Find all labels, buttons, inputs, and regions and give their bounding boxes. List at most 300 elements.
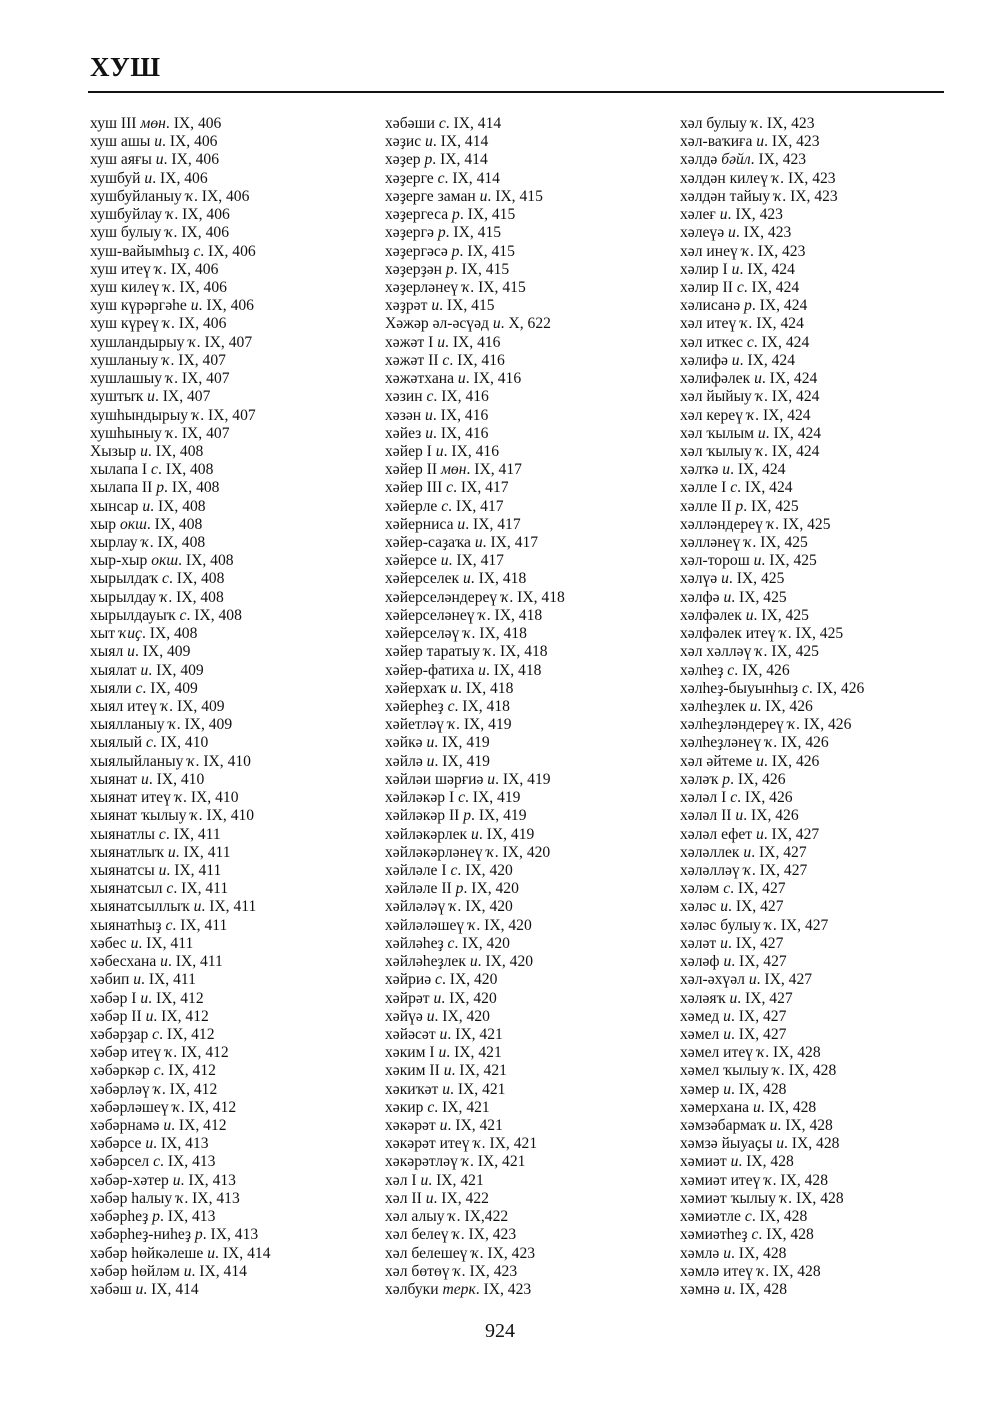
entry-reference: . IX, 422 bbox=[433, 1189, 489, 1207]
entry-headword: хәлле II bbox=[680, 497, 736, 515]
entry-part-of-speech: ҡ bbox=[172, 1098, 181, 1116]
entry-reference: . IX, 419 bbox=[478, 825, 535, 843]
running-header-word: ХУШ bbox=[90, 52, 161, 82]
entry-reference: . IX, 423 bbox=[461, 1262, 518, 1280]
dictionary-entry bbox=[385, 880, 565, 898]
entry-headword: хәҙерҙән bbox=[385, 260, 446, 278]
entry-part-of-speech: и bbox=[756, 133, 765, 151]
entry-reference: . IX, 406 bbox=[193, 187, 250, 205]
entry-headword: хәлҡә bbox=[680, 461, 723, 479]
dictionary-entry bbox=[385, 570, 565, 588]
dictionary-entry bbox=[385, 625, 565, 643]
entry-headword: хәләс булыу bbox=[680, 916, 765, 934]
dictionary-entry bbox=[680, 953, 864, 971]
entry-part-of-speech: с bbox=[179, 606, 187, 624]
entry-part-of-speech: и bbox=[140, 661, 149, 679]
dictionary-entry bbox=[385, 1008, 565, 1026]
dictionary-entry bbox=[90, 880, 271, 898]
entry-headword: хәбәр һалыу bbox=[90, 1189, 177, 1207]
dictionary-entry bbox=[90, 1099, 271, 1117]
entry-part-of-speech: р bbox=[194, 1226, 203, 1244]
entry-part-of-speech: и bbox=[735, 807, 744, 825]
entry-reference: . IX, 419 bbox=[471, 807, 527, 825]
entry-headword: хушландырыу bbox=[90, 333, 189, 351]
dictionary-entry bbox=[385, 698, 565, 716]
entry-headword: хәйерселәү bbox=[385, 625, 464, 643]
entry-part-of-speech: и bbox=[133, 971, 142, 989]
entry-headword: хәләяҡ bbox=[680, 989, 730, 1007]
entry-reference: . IX, 410 bbox=[198, 807, 255, 825]
dictionary-entry bbox=[385, 1062, 565, 1080]
entry-headword: хәмлә итеү bbox=[680, 1262, 757, 1280]
dictionary-entry bbox=[90, 953, 271, 971]
entry-headword: хәҙис bbox=[385, 133, 426, 151]
entry-reference: . IX, 426 bbox=[757, 698, 813, 715]
entry-reference: . IX, 424 bbox=[737, 479, 793, 497]
entry-part-of-speech: и bbox=[756, 752, 764, 770]
entry-headword: хәйез bbox=[385, 424, 426, 442]
entry-part-of-speech: с bbox=[427, 1098, 435, 1116]
dictionary-entry bbox=[90, 206, 271, 224]
entry-reference: . IX, 427 bbox=[730, 1025, 787, 1043]
entry-headword: хәлфәлек итеү bbox=[680, 625, 780, 643]
dictionary-entry bbox=[680, 844, 864, 862]
entry-part-of-speech: с bbox=[450, 861, 458, 879]
dictionary-entry bbox=[680, 370, 864, 388]
entry-headword: хәйләләү bbox=[385, 898, 450, 916]
entry-part-of-speech: и bbox=[425, 1189, 434, 1207]
entry-headword: хыял итеү bbox=[90, 698, 161, 715]
entry-reference: . IX, 415 bbox=[439, 297, 495, 315]
dictionary-entry bbox=[385, 1117, 565, 1135]
dictionary-entry bbox=[385, 151, 565, 169]
entry-reference: . IX, 406 bbox=[200, 242, 256, 260]
dictionary-entry bbox=[385, 789, 565, 807]
entry-part-of-speech: ҡ bbox=[755, 643, 764, 661]
entry-headword: хәйләле I bbox=[385, 861, 451, 879]
entry-headword: хәбесхана bbox=[90, 953, 161, 971]
dictionary-entry bbox=[90, 133, 271, 151]
dictionary-entry bbox=[90, 680, 271, 698]
dictionary-entry bbox=[90, 844, 271, 862]
entry-reference: . IX, 410 bbox=[152, 734, 209, 752]
dictionary-entry bbox=[90, 643, 271, 661]
entry-part-of-speech: и bbox=[457, 370, 466, 388]
entry-reference: . IX, 425 bbox=[743, 497, 799, 515]
entry-headword: хәйләле II bbox=[385, 880, 456, 898]
entry-part-of-speech: и bbox=[719, 206, 728, 224]
entry-reference: . IX, 412 bbox=[148, 989, 204, 1007]
entry-part-of-speech: с bbox=[447, 934, 455, 952]
entry-part-of-speech: р bbox=[744, 297, 752, 315]
entry-part-of-speech: мөн bbox=[440, 461, 467, 479]
entry-headword: хәмел bbox=[680, 1025, 724, 1043]
entry-headword: хәл алыу bbox=[385, 1208, 449, 1226]
entry-headword: хәбәрҙар bbox=[90, 1025, 153, 1043]
entry-part-of-speech: ҡ bbox=[154, 260, 163, 278]
entry-reference: . IX, 407 bbox=[200, 406, 256, 424]
dictionary-column-1 bbox=[90, 115, 271, 1299]
entry-reference: . IX, 407 bbox=[154, 388, 211, 406]
entry-part-of-speech: ҡ bbox=[779, 1189, 789, 1207]
dictionary-entry bbox=[680, 188, 864, 206]
entry-headword: хәйерселәнеү bbox=[385, 606, 479, 624]
entry-reference: . IX, 411 bbox=[175, 843, 231, 861]
dictionary-entry bbox=[385, 243, 565, 261]
entry-part-of-speech: и bbox=[425, 406, 433, 424]
dictionary-entry bbox=[680, 170, 864, 188]
entry-headword: хуш итеү bbox=[90, 260, 155, 278]
entry-part-of-speech: ҡ bbox=[741, 242, 750, 260]
dictionary-entry bbox=[385, 826, 565, 844]
entry-headword: хыяли bbox=[90, 679, 136, 697]
entry-part-of-speech: ҡ bbox=[501, 588, 510, 606]
entry-headword: хәлисанә bbox=[680, 297, 745, 315]
entry-part-of-speech: ҡ bbox=[187, 752, 196, 770]
dictionary-entry bbox=[385, 461, 565, 479]
dictionary-entry bbox=[385, 771, 565, 789]
entry-reference: . IX, 420 bbox=[476, 916, 532, 934]
entry-part-of-speech: ҡ bbox=[449, 898, 458, 916]
entry-reference: . IX, 413 bbox=[153, 1135, 209, 1153]
entry-headword: хәбәркәр bbox=[90, 1062, 154, 1080]
dictionary-entry bbox=[680, 862, 864, 880]
entry-reference: . IX, 426 bbox=[743, 807, 799, 825]
dictionary-entry bbox=[90, 771, 271, 789]
entry-part-of-speech: и bbox=[753, 552, 762, 570]
entry-headword: хәким I bbox=[385, 1044, 439, 1062]
entry-reference: . IX, 412 bbox=[159, 1025, 215, 1043]
entry-reference: . IX, 426 bbox=[808, 679, 865, 697]
entry-part-of-speech: и bbox=[433, 989, 442, 1007]
entry-part-of-speech: и bbox=[723, 1244, 731, 1262]
entry-part-of-speech: и bbox=[723, 1281, 732, 1298]
entry-part-of-speech: и bbox=[721, 570, 729, 588]
dictionary-entry bbox=[90, 898, 271, 916]
dictionary-entry bbox=[90, 607, 271, 625]
entry-part-of-speech: с bbox=[801, 679, 809, 697]
entry-reference: . IX, 408 bbox=[186, 606, 242, 624]
entry-reference: . IX, 417 bbox=[453, 479, 509, 497]
entry-part-of-speech: с bbox=[438, 115, 446, 132]
entry-part-of-speech: и bbox=[163, 1117, 172, 1135]
entry-reference: . IX, 418 bbox=[470, 570, 527, 588]
entry-part-of-speech: и bbox=[723, 1007, 731, 1025]
entry-reference: . IX, 424 bbox=[739, 351, 796, 369]
entry-reference: . IX, 425 bbox=[775, 515, 831, 533]
entry-reference: . IX, 425 bbox=[728, 570, 785, 588]
entry-headword: хәҙерге заман bbox=[385, 187, 480, 205]
entry-part-of-speech: и bbox=[439, 1025, 448, 1043]
entry-part-of-speech: р bbox=[437, 224, 446, 242]
entry-reference: . IX, 426 bbox=[795, 716, 852, 734]
entry-headword: хуш III bbox=[90, 115, 141, 132]
dictionary-entry bbox=[385, 807, 565, 825]
entry-part-of-speech: ҡ bbox=[176, 1189, 185, 1207]
entry-part-of-speech: бәйл bbox=[721, 151, 751, 169]
dictionary-entry bbox=[385, 662, 565, 680]
entry-part-of-speech: и bbox=[443, 1062, 452, 1080]
entry-part-of-speech: ҡ bbox=[188, 333, 197, 351]
entry-headword: хәбәрләшеү bbox=[90, 1098, 173, 1116]
dictionary-entry bbox=[90, 443, 271, 461]
entry-headword: хәл белешеү bbox=[385, 1244, 472, 1262]
entry-part-of-speech: ҡ bbox=[764, 1171, 773, 1189]
entry-headword: Хәжәр әл-әсүәд bbox=[385, 315, 493, 333]
dictionary-entry bbox=[90, 243, 271, 261]
entry-reference: . IX, 414 bbox=[191, 1262, 247, 1280]
entry-reference: . IX, 425 bbox=[763, 643, 819, 661]
entry-headword: хыянатсыллыҡ bbox=[90, 898, 194, 916]
entry-part-of-speech: и bbox=[167, 843, 176, 861]
entry-headword: хәләм bbox=[680, 880, 724, 898]
dictionary-entry bbox=[385, 1135, 565, 1153]
entry-reference: . IX, 411 bbox=[201, 898, 257, 916]
entry-reference: . IX, 417 bbox=[482, 534, 539, 552]
dictionary-entry bbox=[680, 570, 864, 588]
entry-reference: . IX, 427 bbox=[727, 934, 784, 952]
entry-reference: . IX, 427 bbox=[728, 898, 784, 916]
entry-reference: . IX, 424 bbox=[753, 333, 810, 351]
entry-headword: хәжәт II bbox=[385, 351, 443, 369]
entry-reference: . IX, 421 bbox=[481, 1135, 538, 1153]
entry-reference: . IX, 411 bbox=[138, 934, 194, 952]
entry-headword: хәләл II bbox=[680, 807, 736, 825]
dictionary-entry bbox=[385, 133, 565, 151]
entry-headword: хәлләндереү bbox=[680, 515, 767, 533]
entry-part-of-speech: и bbox=[754, 370, 762, 388]
dictionary-entry bbox=[680, 407, 864, 425]
entry-part-of-speech: ҡ bbox=[168, 716, 177, 734]
entry-reference: . IX, 408 bbox=[168, 570, 225, 588]
entry-part-of-speech: ҡ bbox=[162, 315, 171, 333]
dictionary-entry bbox=[385, 990, 565, 1008]
entry-part-of-speech: и bbox=[723, 953, 732, 971]
entry-headword: хылапа I bbox=[90, 461, 152, 479]
dictionary-entry bbox=[680, 771, 864, 789]
entry-part-of-speech: ҡ bbox=[774, 187, 783, 205]
entry-reference: . IX, 423 bbox=[759, 115, 815, 132]
entry-part-of-speech: р bbox=[424, 151, 433, 169]
entry-part-of-speech: ҡ bbox=[743, 861, 752, 879]
entry-headword: хәл I bbox=[385, 1171, 421, 1189]
entry-headword: хәл-торош bbox=[680, 552, 754, 570]
entry-reference: . IX, 406 bbox=[171, 278, 227, 296]
entry-headword: хыянат итеү bbox=[90, 789, 175, 807]
dictionary-entry bbox=[680, 115, 864, 133]
entry-headword: хәлдән килеү bbox=[680, 169, 772, 187]
entry-reference: . IX, 428 bbox=[765, 1044, 821, 1062]
entry-part-of-speech: и bbox=[752, 1098, 761, 1116]
dictionary-entry bbox=[680, 425, 864, 443]
entry-reference: . IX, 424 bbox=[739, 260, 795, 278]
dictionary-entry bbox=[385, 753, 565, 771]
entry-part-of-speech: ҡ bbox=[755, 442, 765, 460]
entry-reference: . IX, 411 bbox=[167, 953, 223, 971]
entry-part-of-speech: с bbox=[746, 333, 754, 351]
entry-reference: . IX, 413 bbox=[160, 1153, 216, 1171]
entry-reference: . IX, 420 bbox=[434, 1007, 490, 1025]
dictionary-entry bbox=[90, 662, 271, 680]
entry-reference: . IX, 424 bbox=[755, 406, 811, 424]
entry-reference: . IX, 425 bbox=[761, 552, 817, 570]
entry-headword: хәл итеү bbox=[680, 315, 741, 333]
dictionary-entry bbox=[385, 279, 565, 297]
entry-part-of-speech: ҡ bbox=[483, 643, 493, 661]
entry-headword: хушһыныу bbox=[90, 424, 166, 442]
dictionary-entry bbox=[680, 1044, 864, 1062]
entry-headword: хуш-вайымһыҙ bbox=[90, 242, 194, 260]
dictionary-entry bbox=[385, 334, 565, 352]
entry-reference: . IX, 415 bbox=[459, 242, 515, 260]
entry-reference: . IX, 418 bbox=[492, 643, 548, 661]
entry-headword: хәбәрһеҙ bbox=[90, 1208, 153, 1226]
entry-headword: хыянатлы bbox=[90, 825, 159, 843]
entry-part-of-speech: и bbox=[469, 953, 478, 971]
entry-headword: хылапа II bbox=[90, 479, 157, 497]
entry-part-of-speech: ҡ bbox=[756, 1262, 766, 1280]
entry-headword: хыянатһыҙ bbox=[90, 916, 166, 934]
entry-reference: . IX, 412 bbox=[160, 1062, 216, 1080]
dictionary-entry bbox=[680, 443, 864, 461]
entry-headword: хәйер-саҙаҡа bbox=[385, 534, 475, 552]
entry-reference: . IX, 420 bbox=[441, 989, 497, 1007]
entry-headword: хәбәрсе bbox=[90, 1135, 146, 1153]
entry-part-of-speech: ҡ bbox=[174, 789, 184, 807]
entry-reference: . IX, 416 bbox=[433, 424, 489, 442]
entry-reference: . IX, 407 bbox=[196, 333, 253, 351]
entry-headword: хәҙерге bbox=[385, 169, 438, 187]
entry-part-of-speech: и bbox=[172, 1171, 181, 1189]
dictionary-entry bbox=[680, 680, 864, 698]
entry-part-of-speech: ҡ bbox=[160, 698, 170, 715]
dictionary-entry bbox=[90, 352, 271, 370]
entry-part-of-speech: ҡ bbox=[779, 625, 788, 643]
dictionary-entry bbox=[385, 1026, 565, 1044]
entry-headword: хәйләкәр I bbox=[385, 789, 459, 807]
dictionary-entry bbox=[680, 1026, 864, 1044]
entry-headword: хәләл I bbox=[680, 789, 731, 807]
dictionary-entry bbox=[680, 224, 864, 242]
entry-headword: хәким II bbox=[385, 1062, 444, 1080]
entry-reference: . IX, 411 bbox=[173, 880, 229, 898]
entry-reference: . IX, 418 bbox=[471, 625, 527, 643]
entry-part-of-speech: с bbox=[730, 789, 738, 807]
dictionary-entry bbox=[385, 170, 565, 188]
entry-headword: хәйләи шәрғиә bbox=[385, 770, 488, 788]
dictionary-entry bbox=[680, 807, 864, 825]
entry-reference: . IX, 426 bbox=[773, 734, 829, 752]
entry-part-of-speech: ҡ bbox=[160, 588, 169, 606]
entry-part-of-speech: ҡ bbox=[486, 843, 495, 861]
entry-reference: . IX, 411 bbox=[141, 971, 196, 989]
dictionary-entry bbox=[385, 479, 565, 497]
dictionary-entry bbox=[680, 206, 864, 224]
entry-reference: . IX, 409 bbox=[169, 698, 225, 715]
entry-reference: . IX, 424 bbox=[748, 315, 804, 333]
dictionary-entry bbox=[385, 534, 565, 552]
entry-part-of-speech: ҡ bbox=[764, 916, 773, 934]
entry-headword: хәзин bbox=[385, 388, 427, 406]
dictionary-entry bbox=[90, 716, 271, 734]
entry-reference: . IX, 427 bbox=[731, 953, 787, 971]
entry-part-of-speech: р bbox=[451, 242, 460, 260]
dictionary-entry bbox=[385, 115, 565, 133]
entry-headword: хәмел ҡылыу bbox=[680, 1062, 773, 1080]
entry-headword: хынсар bbox=[90, 497, 143, 515]
dictionary-entry bbox=[680, 151, 864, 169]
entry-reference: . IX, 423 bbox=[782, 187, 838, 205]
entry-part-of-speech: с bbox=[153, 1153, 161, 1171]
entry-headword: хәбәши bbox=[385, 115, 439, 132]
dictionary-entry bbox=[90, 1135, 271, 1153]
entry-reference: . IX, 424 bbox=[765, 424, 822, 442]
entry-part-of-speech: ҡ bbox=[453, 1262, 462, 1280]
entry-headword: хәлдә bbox=[680, 151, 722, 169]
dictionary-entry bbox=[90, 224, 271, 242]
entry-headword: хәкәрәт bbox=[385, 1117, 440, 1135]
entry-reference: . IX, 412 bbox=[173, 1044, 229, 1062]
entry-reference: . IX, 421 bbox=[446, 1044, 502, 1062]
entry-reference: . IX, 428 bbox=[731, 1080, 787, 1098]
entry-headword: хәйерсе bbox=[385, 552, 441, 570]
entry-part-of-speech: и bbox=[426, 734, 435, 752]
entry-reference: . IX,422 bbox=[456, 1208, 509, 1226]
dictionary-entry bbox=[680, 607, 864, 625]
entry-headword: хырлау bbox=[90, 534, 142, 552]
dictionary-entry bbox=[90, 170, 271, 188]
entry-headword: хәҙерләнеү bbox=[385, 278, 463, 296]
entry-headword: хәйкә bbox=[385, 734, 427, 752]
entry-headword: хәлһеҙләнеү bbox=[680, 734, 766, 752]
entry-reference: . IX, 407 bbox=[170, 351, 226, 369]
entry-reference: . IX, 414 bbox=[432, 133, 489, 151]
entry-part-of-speech: ҡ bbox=[462, 278, 471, 296]
entry-reference: . IX, 423 bbox=[750, 151, 807, 169]
entry-reference: . IX, 420 bbox=[457, 861, 513, 879]
entry-part-of-speech: ҡ bbox=[468, 916, 477, 934]
entry-part-of-speech: окш bbox=[119, 515, 147, 533]
entry-reference: . IX, 410 bbox=[183, 789, 239, 807]
entry-part-of-speech: с bbox=[736, 278, 744, 296]
entry-reference: . IX, 421 bbox=[428, 1171, 484, 1189]
entry-part-of-speech: и bbox=[776, 1135, 784, 1153]
entry-part-of-speech: и bbox=[437, 333, 446, 351]
entry-headword: хуш килеү bbox=[90, 278, 164, 296]
dictionary-entry bbox=[680, 479, 864, 497]
dictionary-entry bbox=[385, 971, 565, 989]
entry-part-of-speech: и bbox=[450, 679, 458, 697]
entry-headword: хәләл ефет bbox=[680, 825, 756, 843]
dictionary-column-3 bbox=[680, 115, 864, 1299]
entry-reference: . IX, 413 bbox=[202, 1226, 259, 1244]
dictionary-entry bbox=[90, 570, 271, 588]
entry-reference: . IX, 417 bbox=[465, 515, 521, 533]
entry-part-of-speech: и bbox=[748, 971, 757, 989]
dictionary-entry bbox=[385, 516, 565, 534]
entry-headword: хәләҡ bbox=[680, 770, 723, 788]
entry-part-of-speech: ҡ bbox=[447, 716, 457, 734]
entry-headword: хырылдауыҡ bbox=[90, 606, 180, 624]
dictionary-entry bbox=[385, 224, 565, 242]
entry-part-of-speech: ҡиҫ bbox=[119, 625, 142, 643]
dictionary-entry bbox=[680, 297, 864, 315]
entry-headword: хушбуйлау bbox=[90, 206, 167, 224]
entry-part-of-speech: и bbox=[425, 133, 433, 151]
dictionary-entry bbox=[385, 443, 565, 461]
entry-reference: . IX, 419 bbox=[434, 752, 490, 770]
entry-headword: хәмед bbox=[680, 1007, 724, 1025]
